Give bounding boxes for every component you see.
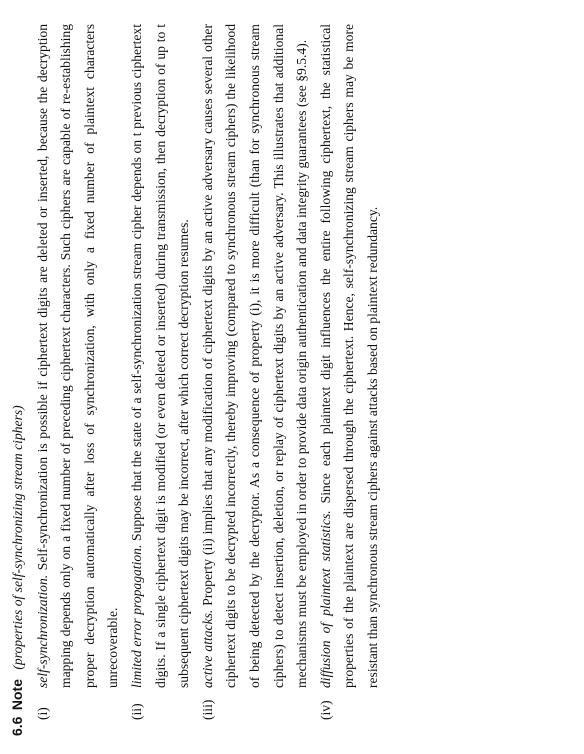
list-item-i xyxy=(31,24,125,736)
note-number: 6.6 xyxy=(9,716,25,736)
list-item-title: diffusion of plaintext statistics. xyxy=(317,510,333,688)
list-item-text: Since each plaintext digit influences the entire following ciphertext, the statistical properties of the plaintext are dispersed through the ciphertext. Hence, self-synchronizing stream ciphers may be more resistant than synchronous stream ciphers against attacks based on plaintext redundancy. xyxy=(317,24,380,688)
list-item-text: Suppose that the state of a self-synchronization stream cipher depends on t previous ciphertext digits. If a single ciphertext digit is modified (or even deleted or inserted) during transmission, then decryption of up to t subsequent ciphertext digits may be incorrect, after which correct decryption resumes. xyxy=(128,24,192,688)
note-content xyxy=(6,24,385,736)
list-item-label: (i) xyxy=(34,707,50,720)
list-item-body xyxy=(31,24,125,688)
list-item-title: active attacks. xyxy=(199,609,215,688)
list-item-label: (iv) xyxy=(317,700,333,720)
note-word: Note xyxy=(9,679,25,711)
list-item-text: Self-synchronization is possible if ciphertext digits are deleted or inserted, because the decryption mapping depends only on a fixed number of preceding ciphertext characters. Such ciphers are capable of re-establishing proper decryption automatically after loss of synchronization, with only a fixed number of plaintext characters unrecoverable. xyxy=(34,24,121,688)
list-item-body xyxy=(125,24,196,688)
list-item-text: Property (ii) implies that any modification of ciphertext digits by an active adversary causes several other ciphertext digits to be decrypted incorrectly, thereby improving (compared to synchronous stream ciphers) the likelihood of being detected by the decryptor. As a consequence of property (i), it is more difficult (than for synchronous stream ciphers) to detect insertion, deletion, or replay of ciphertext digits by an active adversary. This illustrates that additional mechanisms must be employed in order to provide data origin authentication and data integrity guarantees (see §9.5.4). xyxy=(199,24,310,688)
list-item-body xyxy=(314,24,385,688)
note-subtitle: (properties of self-synchronizing stream ciphers) xyxy=(10,405,25,670)
list-item-iii xyxy=(196,24,314,736)
list-item-title: limited error propagation. xyxy=(128,544,144,688)
list-item-ii xyxy=(125,24,196,736)
list-item-title: self-synchronization. xyxy=(34,574,50,688)
list-item-body xyxy=(196,24,314,688)
note-heading xyxy=(6,24,30,736)
list-item-label: (ii) xyxy=(128,703,144,720)
list-item-iv xyxy=(314,24,385,736)
list-item-label: (iii) xyxy=(199,699,215,720)
